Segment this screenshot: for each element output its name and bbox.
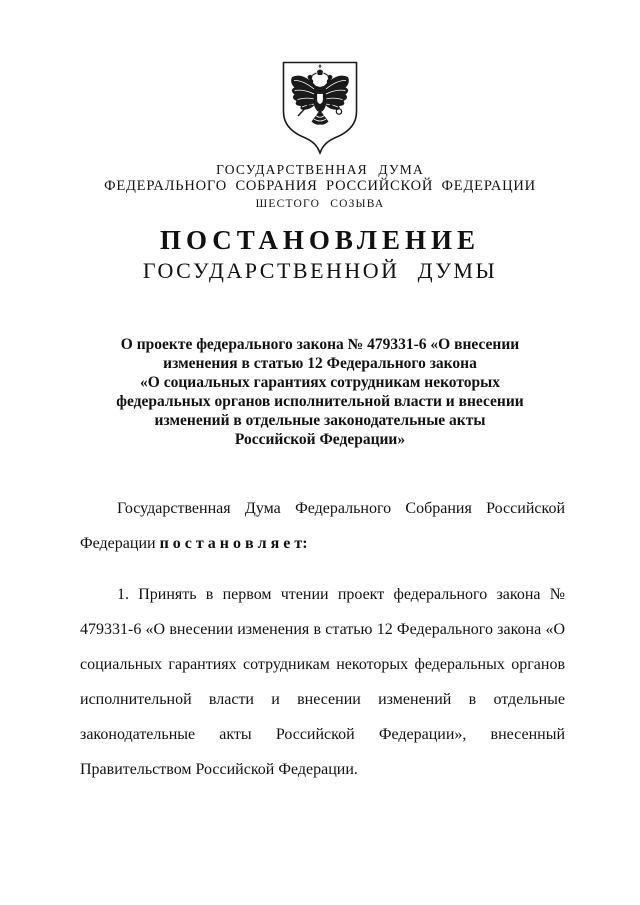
header-convocation: ШЕСТОГО СОЗЫВА <box>255 198 385 210</box>
header-assembly: ФЕДЕРАЛЬНОГО СОБРАНИЯ РОССИЙСКОЙ ФЕДЕРАЦИИ <box>104 178 536 194</box>
decree-intro-paragraph <box>80 491 565 561</box>
decree-verb: п о с т а н о в л я е т: <box>159 535 308 552</box>
title-line: изменений в отдельные законодательные акты <box>154 412 486 429</box>
decree-item-1: 1. Принять в первом чтении проект федерального закона № 479331-6 «О внесении изменения в статью 12 Федерального закона «О социальных гарантиях сотрудникам некоторых федеральных органов исполнительной власти и внесении изменений в отдельные законодательные акты Российской Федерации», внесенный Правительством Российской Федерации. <box>80 586 565 778</box>
doc-type-resolution: ПОСТАНОВЛЕНИЕ <box>159 225 481 255</box>
resolution-title <box>0 335 640 449</box>
title-line: «О социальных гарантиях сотрудникам некоторых <box>140 374 500 391</box>
resolution-body <box>80 491 565 787</box>
header-institution: ГОСУДАРСТВЕННАЯ ДУМА <box>216 162 424 177</box>
doc-type-issuer: ГОСУДАРСТВЕННОЙ ДУМЫ <box>142 258 498 283</box>
title-line: изменения в статью 12 Федерального закона <box>163 355 477 372</box>
decree-intro-text: Государственная Дума Федерального Собрания Российской Федерации <box>80 500 565 552</box>
title-line: О проекте федерального закона № 479331-6 «О внесении <box>120 336 520 353</box>
coat-of-arms-icon <box>281 60 359 155</box>
title-line: Российской Федерации» <box>234 431 406 448</box>
title-line: федеральных органов исполнительной власти и внесении <box>116 393 524 410</box>
